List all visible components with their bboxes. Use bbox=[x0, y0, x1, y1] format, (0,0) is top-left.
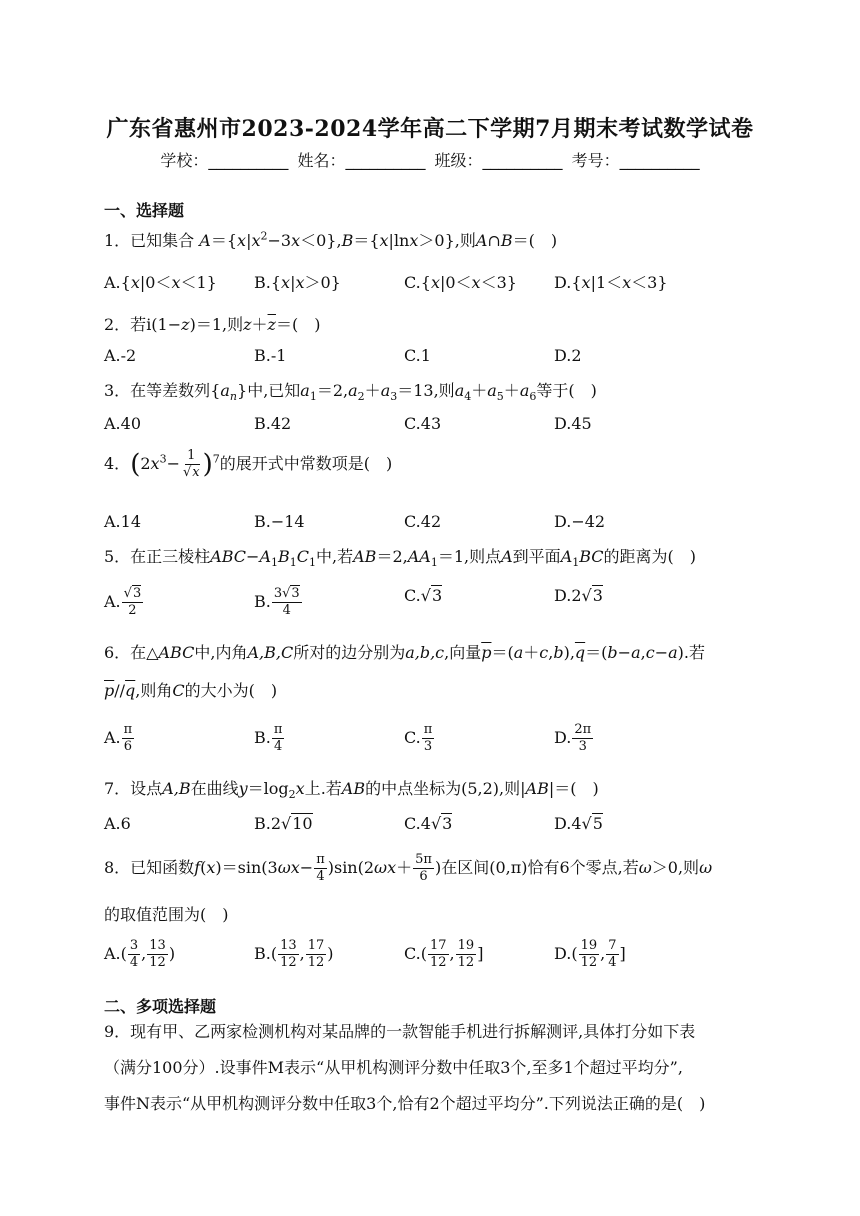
option-d: D.4√5 bbox=[554, 814, 603, 833]
exam-number-field: 考号：__________ bbox=[571, 151, 700, 170]
question-8-options bbox=[104, 938, 764, 968]
option-b: B.2√10 bbox=[254, 814, 313, 833]
question-6-continued: $\overline{p}//\overline{q}$,则角C的大小为( ) bbox=[104, 681, 278, 700]
option-c: C.( $\frac{17}{12}$ , $\frac{19}{12}$ ] bbox=[404, 938, 484, 970]
option-d: D.( $\frac{19}{12}$ , $\frac{7}{4}$ ] bbox=[554, 938, 626, 970]
option-d: D.45 bbox=[554, 414, 592, 433]
option-c: C.43 bbox=[404, 414, 442, 433]
option-d: D.2√3 bbox=[554, 586, 603, 605]
option-b: B.{x|x＞0} bbox=[254, 273, 341, 292]
option-a: A.6 bbox=[104, 814, 131, 833]
name-field: 姓名：__________ bbox=[297, 151, 426, 170]
option-d: D. $\frac{2\pi}{3}$ bbox=[554, 722, 592, 754]
question-2-options bbox=[104, 346, 764, 376]
option-c: C.√3 bbox=[404, 586, 443, 605]
option-a: A.( $\frac{3}{4}$ , $\frac{13}{12}$ ) bbox=[104, 938, 176, 970]
question-3-options bbox=[104, 414, 764, 444]
option-c: C. $\frac{\pi}{3}$ bbox=[404, 722, 433, 754]
question-9 bbox=[104, 1014, 764, 1122]
option-c: C.{x|0＜x＜3} bbox=[404, 273, 517, 292]
option-b: B.−14 bbox=[254, 512, 305, 531]
question-8: 8．已知函数f(x)＝sin(3ωx− $\frac{\pi}{4}$ )sin(2ωx＋ $\frac{5\pi}{6}$ )在区间(0,π)恰有6个零点,若ω＞0,则ω bbox=[104, 852, 713, 884]
option-a: A. $\frac{√3}{2}$ bbox=[104, 586, 142, 618]
option-b: B.42 bbox=[254, 414, 292, 433]
section-multi-choice: 二、多项选择题 bbox=[104, 997, 217, 1016]
question-8-continued: 的取值范围为( ) bbox=[104, 905, 229, 924]
option-c: C.1 bbox=[404, 346, 431, 365]
question-6-options bbox=[104, 722, 764, 752]
option-c: C.42 bbox=[404, 512, 442, 531]
option-a: A.14 bbox=[104, 512, 141, 531]
class-field: 班级：__________ bbox=[434, 151, 563, 170]
question-9-line-2: （满分100分）.设事件M表示“从甲机构测评分数中任取3个,至多1个超过平均分”, bbox=[104, 1058, 683, 1077]
option-c: C.4√3 bbox=[404, 814, 453, 833]
question-1-options bbox=[104, 270, 764, 300]
exam-title: 广东省惠州市2023-2024学年高二下学期7月期末考试数学试卷 bbox=[106, 116, 754, 142]
option-d: D.2 bbox=[554, 346, 582, 365]
option-a: A.{x|0＜x＜1} bbox=[104, 273, 217, 292]
question-3: 3．在等差数列$\{a_n\}$中,已知$a_1=2,a_2+a_3=13$,则$a_4+a_5+a_6$等于( ) bbox=[104, 381, 597, 404]
question-5: 5．在正三棱柱$ABC-A_1B_1C_1$中,若$AB=2,AA_1=1$,则点A到平面$A_1BC$的距离为( ) bbox=[104, 547, 697, 570]
question-7: 7．设点A,B在曲线$y=\log_2x$上.若AB的中点坐标为(5,2),则|AB|＝( ) bbox=[104, 779, 599, 802]
option-a: A.40 bbox=[104, 414, 141, 433]
question-9-line-1: 9．现有甲、乙两家检测机构对某品牌的一款智能手机进行拆解测评,具体打分如下表 bbox=[104, 1022, 696, 1041]
option-b: B.-1 bbox=[254, 346, 287, 365]
option-a: A.-2 bbox=[104, 346, 137, 365]
question-4-options bbox=[104, 512, 764, 542]
student-info-line bbox=[0, 148, 860, 171]
option-a: A. $\frac{\pi}{6}$ bbox=[104, 722, 133, 754]
option-b: B. $\frac{\pi}{4}$ bbox=[254, 722, 283, 754]
option-d: D.−42 bbox=[554, 512, 606, 531]
school-field: 学校：__________ bbox=[160, 151, 289, 170]
question-7-options bbox=[104, 814, 764, 844]
option-d: D.{x|1＜x＜3} bbox=[554, 273, 668, 292]
section-single-choice: 一、选择题 bbox=[104, 201, 185, 220]
question-1: 1．已知集合 $A=\{x|x^2-3x<0\},B=\{x|\ln x>0\}$,则A∩B＝( ) bbox=[104, 229, 558, 250]
option-b: B.( $\frac{13}{12}$ , $\frac{17}{12}$ ) bbox=[254, 938, 334, 970]
question-9-line-3: 事件N表示“从甲机构测评分数中任取3个,恰有2个超过平均分”.下列说法正确的是( ) bbox=[104, 1094, 706, 1113]
option-b: B. $\frac{3√3}{4}$ bbox=[254, 586, 300, 618]
question-4: 4．($2x^3-$ $\frac{1}{√x}$ )$^7$的展开式中常数项是( ) bbox=[104, 448, 393, 480]
question-5-options bbox=[104, 586, 764, 616]
question-2: 2．若i(1−z)＝1,则$z+\overline{z}=$( ) bbox=[104, 315, 321, 334]
question-6: 6．在△ABC中,内角A,B,C所对的边分别为a,b,c,向量$\overline{p}=(a+c,b),\overline{q}=(b-a,c-a)$.若 bbox=[104, 643, 705, 662]
